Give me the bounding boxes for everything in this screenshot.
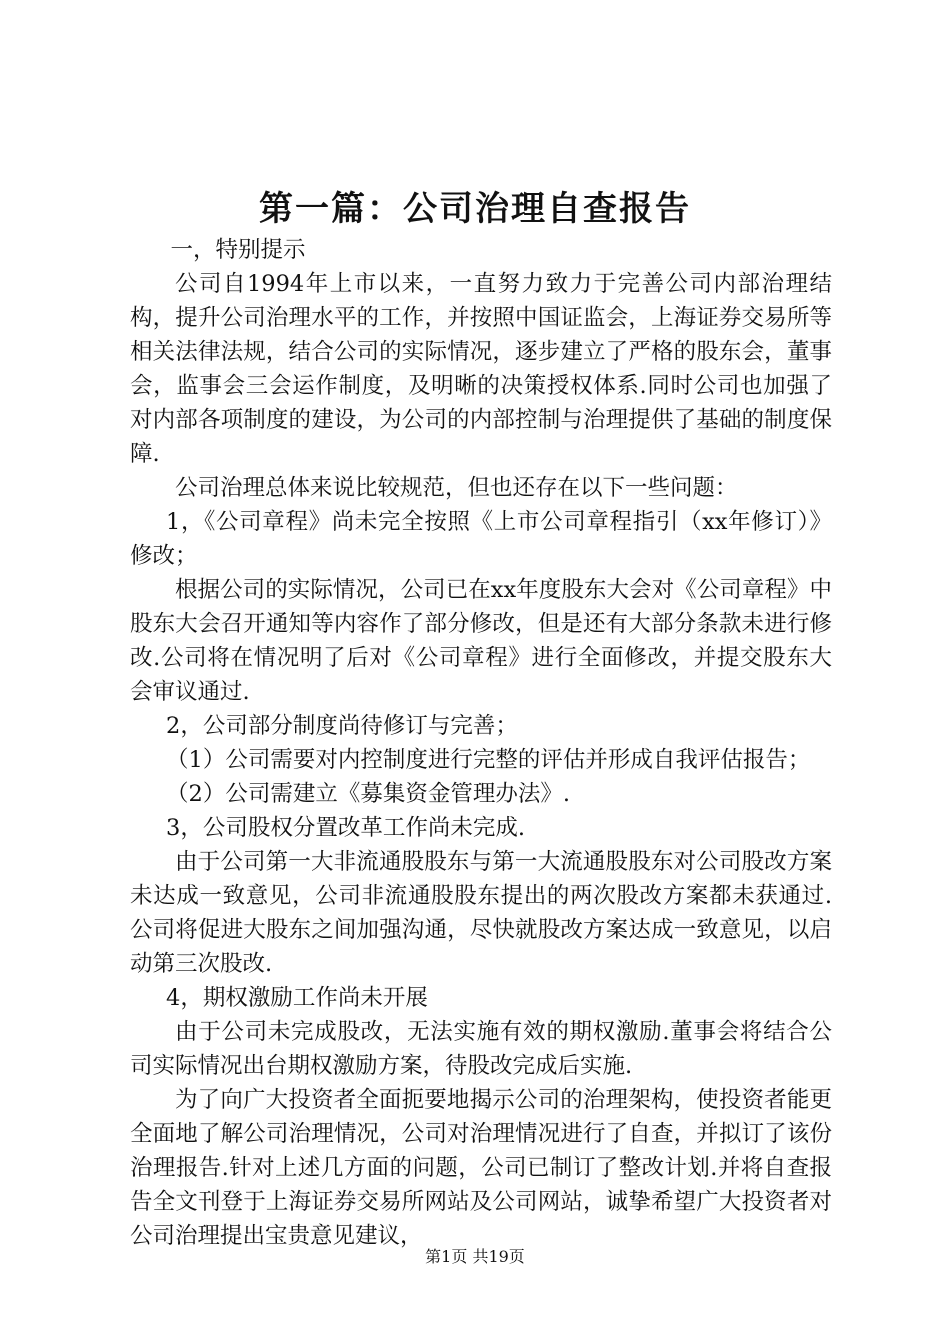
body-paragraph: 由于公司第一大非流通股股东与第一大流通股股东对公司股改方案未达成一致意见，公司非流通股股东提出的两次股改方案都未获通过.公司将促进大股东之间加强沟通，尽快就股改方案达成一致意见，以启动第三次股改. — [130, 849, 832, 977]
list-item: （2）公司需建立《募集资金管理办法》. — [166, 781, 570, 807]
body-paragraph: 为了向广大投资者全面扼要地揭示公司的治理架构，使投资者能更全面地了解公司治理情况，公司对治理情况进行了自查，并拟订了该份治理报告.针对上述几方面的问题，公司已制订了整改计划.并将自查报告全文刊登于上海证券交易所网站及公司网站，诚挚希望广大投资者对公司治理提出宝贵意见建议， — [130, 1087, 832, 1249]
body-paragraph: 由于公司未完成股改，无法实施有效的期权激励.董事会将结合公司实际情况出台期权激励方案，待股改完成后实施. — [130, 1019, 832, 1079]
section-heading: 一，特别提示 — [170, 237, 306, 263]
body-paragraph: 公司自1994年上市以来，一直努力致力于完善公司内部治理结构，提升公司治理水平的工作，并按照中国证监会，上海证券交易所等相关法律法规，结合公司的实际情况，逐步建立了严格的股东会，董事会，监事会三会运作制度，及明晰的决策授权体系.同时公司也加强了对内部各项制度的建设，为公司的内部控制与治理提供了基础的制度保障. — [130, 271, 832, 467]
body-paragraph: 根据公司的实际情况，公司已在xx年度股东大会对《公司章程》中股东大会召开通知等内容作了部分修改，但是还有大部分条款未进行修改.公司将在情况明了后对《公司章程》进行全面修改，并提交股东大会审议通过. — [130, 577, 832, 705]
list-item: （1）公司需要对内控制度进行完整的评估并形成自我评估报告； — [166, 747, 811, 773]
document-body — [130, 233, 832, 1253]
list-item: 1，《公司章程》尚未完全按照《上市公司章程指引（xx年修订）》修改； — [130, 509, 832, 569]
page-footer: 第1页 共19页 — [425, 1247, 525, 1266]
list-item: 2，公司部分制度尚待修订与完善； — [166, 713, 518, 739]
list-item: 4，期权激励工作尚未开展 — [166, 985, 428, 1011]
body-paragraph: 公司治理总体来说比较规范，但也还存在以下一些问题： — [175, 475, 738, 501]
document-title: 第一篇：公司治理自查报告 — [259, 189, 691, 229]
list-item: 3，公司股权分置改革工作尚未完成. — [166, 815, 525, 841]
